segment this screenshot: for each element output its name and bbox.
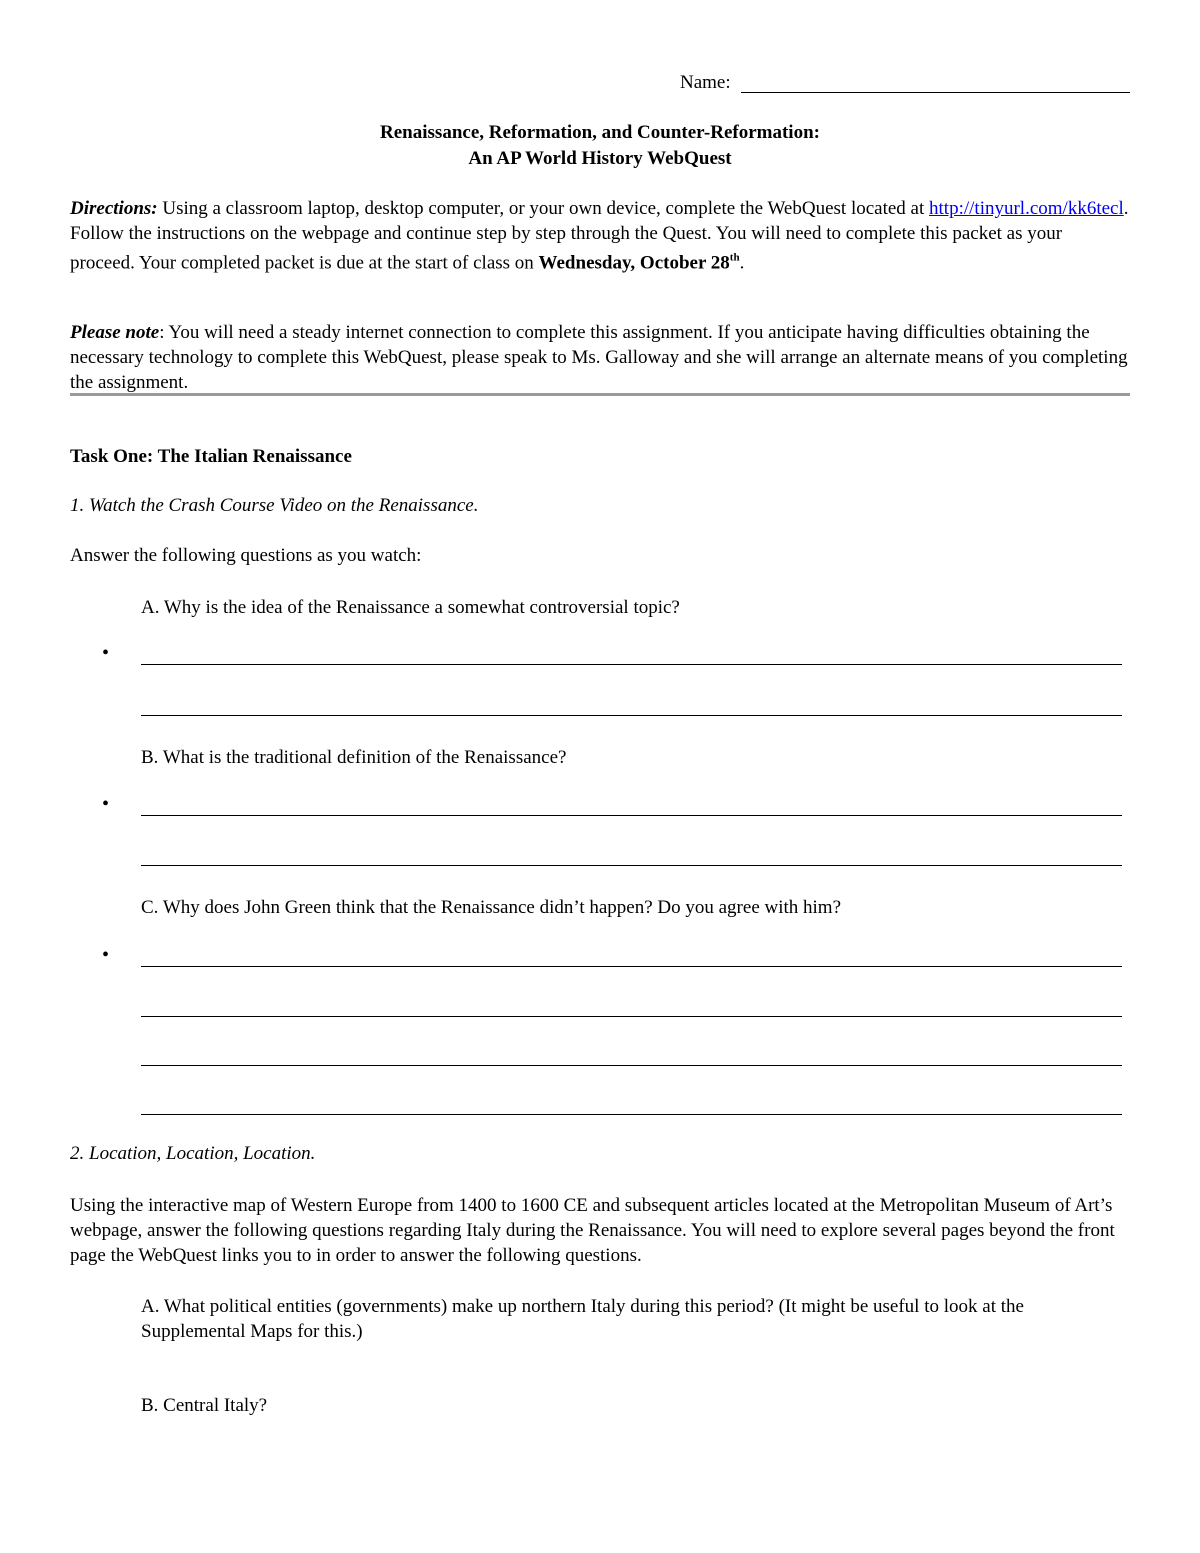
answer-line[interactable]: [141, 664, 1122, 665]
name-field-line[interactable]: [741, 92, 1130, 93]
answer-line[interactable]: [141, 865, 1122, 866]
answer-line[interactable]: [141, 715, 1122, 716]
directions-paragraph: [70, 196, 1130, 275]
name-label: Name:: [680, 72, 731, 93]
webquest-link[interactable]: http://tinyurl.com/kk6tecl: [929, 198, 1124, 219]
answer-line[interactable]: [141, 1065, 1122, 1066]
bullet: •: [102, 793, 110, 815]
question-2b: B. Central Italy?: [141, 1395, 268, 1416]
question-a: A. Why is the idea of the Renaissance a somewhat controversial topic?: [141, 597, 680, 618]
question-2a: A. What political entities (governments) make up northern Italy during this period? (It might be useful to look at the Supplemental Maps for this.): [141, 1296, 1024, 1342]
note-label: Please note: [70, 322, 160, 343]
page-title: Renaissance, Reformation, and Counter-Reformation:: [380, 122, 820, 143]
directions-end: .: [739, 252, 745, 274]
answer-intro: Answer the following questions as you watch:: [70, 545, 422, 566]
due-date: Wednesday, October 28: [538, 252, 730, 274]
answer-line[interactable]: [141, 1016, 1122, 1017]
step-2-heading: 2. Location, Location, Location.: [70, 1143, 316, 1164]
bullet: •: [102, 944, 110, 966]
due-date-suffix: th: [729, 252, 740, 264]
answer-line[interactable]: [141, 815, 1122, 816]
step-2-instructions: Using the interactive map of Western Europe from 1400 to 1600 CE and subsequent articles located at the Metropolitan Museum of Art’s webpage, answer the following questions regarding Italy during the Renaissance. You will need to explore several pages beyond the front page the WebQuest links you to in order to answer the following questions.: [70, 1195, 1115, 1266]
note-text: : You will need a steady internet connection to complete this assignment. If you anticipate having difficulties obtaining the necessary technology to complete this WebQuest, please speak to Ms. Galloway and she will arrange an alternate means of you completing the assignment.: [70, 322, 1128, 393]
question-c: C. Why does John Green think that the Renaissance didn’t happen? Do you agree with him?: [141, 897, 842, 918]
directions-label: Directions:: [70, 198, 158, 219]
section-divider: [70, 393, 1130, 396]
directions-text-2: . Follow the instructions on the webpage and continue step by step through the Quest. You will need to complete this packet as your proceed. Your completed packet is due at the start of class on: [70, 198, 1129, 274]
page-subtitle: An AP World History WebQuest: [468, 148, 732, 169]
answer-line[interactable]: [141, 1114, 1122, 1115]
bullet: •: [102, 642, 110, 664]
answer-line[interactable]: [141, 966, 1122, 967]
task-one-heading: Task One: The Italian Renaissance: [70, 446, 352, 467]
question-b: B. What is the traditional definition of the Renaissance?: [141, 747, 567, 768]
step-1-instruction: 1. Watch the Crash Course Video on the Renaissance.: [70, 495, 479, 516]
note-paragraph: [70, 320, 1130, 395]
directions-text-1: Using a classroom laptop, desktop computer, or your own device, complete the WebQuest located at: [157, 198, 930, 219]
